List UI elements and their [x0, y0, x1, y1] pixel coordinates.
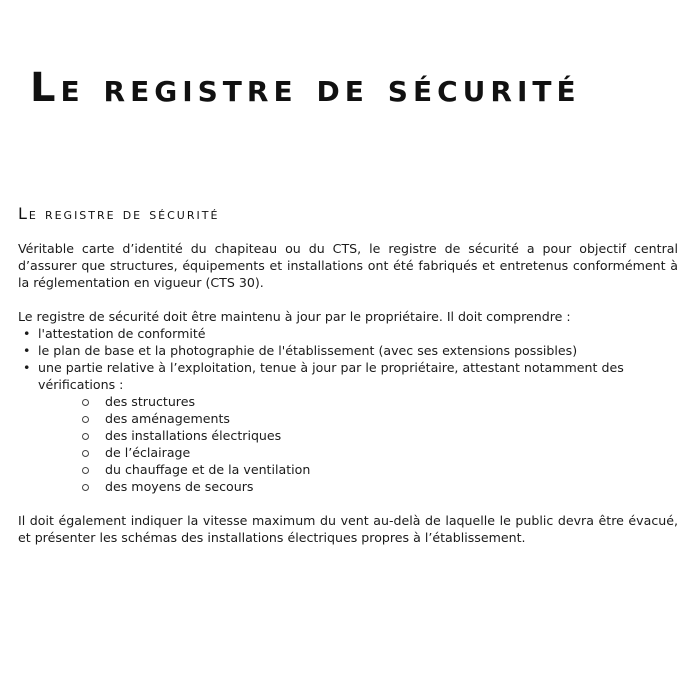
list-item — [18, 359, 678, 495]
list-item — [18, 325, 678, 342]
sub-list-item-text: des aménagements — [105, 411, 230, 426]
requirements-intro: Le registre de sécurité doit être maintenu à jour par le propriétaire. Il doit comprendre : — [18, 309, 571, 324]
paragraph-spacer — [18, 495, 678, 512]
sub-list-item — [38, 427, 678, 444]
list-item-text: le plan de base et la photographie de l'établissement (avec ses extensions possibles) — [38, 343, 578, 358]
closing-paragraph: Il doit également indiquer la vitesse maximum du vent au-delà de laquelle le public devra être évacué, et présenter les schémas des installations électriques propres à l’établissement. — [18, 513, 678, 545]
verifications-list — [38, 393, 678, 495]
list-item-text: une partie relative à l’exploitation, tenue à jour par le propriétaire, attestant notamment des vérifications : — [38, 360, 624, 392]
sub-list-item — [38, 444, 678, 461]
sub-list-item — [38, 410, 678, 427]
document-body — [18, 240, 678, 546]
sub-list-item — [38, 461, 678, 478]
sub-list-item-text: du chauffage et de la ventilation — [105, 462, 311, 477]
paragraph-spacer — [18, 291, 678, 308]
sub-list-item-text: de l’éclairage — [105, 445, 191, 460]
sub-list-item — [38, 393, 678, 410]
sub-list-item-text: des installations électriques — [105, 428, 282, 443]
sub-list-item-text: des structures — [105, 394, 196, 409]
intro-paragraph: Véritable carte d’identité du chapiteau ou du CTS, le registre de sécurité a pour objectif central d’assurer que structures, équipements et installations ont été fabriqués et entretenus conformément à la réglementation en vigueur (CTS 30). — [18, 241, 678, 290]
section-title: Le registre de sécurité — [18, 204, 220, 223]
list-item — [18, 342, 678, 359]
banner-title: Le registre de sécurité — [30, 65, 581, 111]
requirements-list — [18, 325, 678, 495]
sub-list-item-text: des moyens de secours — [105, 479, 254, 494]
list-item-text: l'attestation de conformité — [38, 326, 206, 341]
sub-list-item — [38, 478, 678, 495]
